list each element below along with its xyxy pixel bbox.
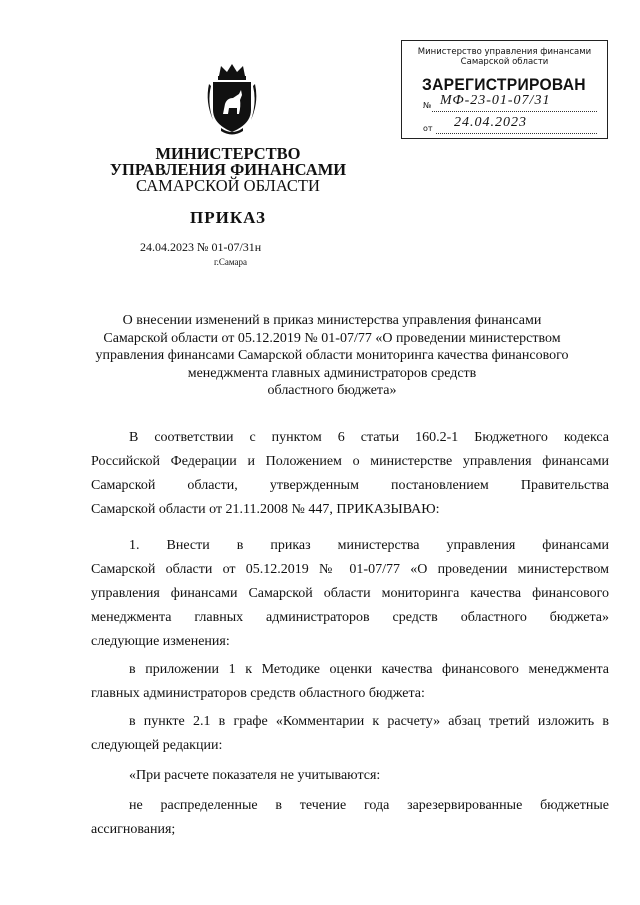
body-paragraph-1: В соответствии с пунктом 6 статьи 160.2-1 Бюджетного кодекса Российской Федерации и Положением о министерстве управления финансами Самарской области, утвержденным постановлением Правительства Самарской области от 21.11.2008 № 447, ПРИКАЗЫВАЮ: [91, 430, 609, 517]
stamp-number-line [432, 110, 597, 112]
org-name-line2: УПРАВЛЕНИЯ ФИНАНСАМИ [109, 160, 347, 179]
stamp-number-label: № [423, 101, 432, 110]
body-paragraph-2: 1. Внести в приказ министерства управления финансами Самарской области от 05.12.2019 № 01-07/77 «О проведении министерством управления финансами Самарской области мониторинга качества финансового менеджмента главных администраторов средств областного бюджета» следующие изменения: [91, 538, 609, 649]
document-subject: О внесении изменений в приказ министерства управления финансами Самарской области от 05.12.2019 № 01-07/77 «О проведении министерством управления финансами Самарской области мониторинга качества финансового менеджмента главных администраторов средств областного бюджета» [95, 313, 569, 398]
body-paragraph-5: «При расчете показателя не учитываются: [129, 768, 381, 783]
body-paragraph-6: не распределенные в течение года зарезервированные бюджетные ассигнования; [91, 798, 609, 837]
body-paragraph-3: в приложении 1 к Методике оценки качества финансового менеджмента главных администраторов средств областного бюджета: [91, 662, 609, 701]
stamp-date-line [436, 132, 597, 134]
document-date-number: 24.04.2023 № 01-07/31н [140, 240, 262, 254]
org-name-line1: МИНИСТЕРСТВО [155, 144, 301, 163]
stamp-date-label: от [423, 124, 433, 133]
document-type-title: ПРИКАЗ [190, 208, 266, 227]
org-name-line3: САМАРСКОЙ ОБЛАСТИ [136, 176, 320, 195]
stamp-date-handwritten: 24.04.2023 [454, 115, 527, 130]
samara-coat-of-arms-icon [203, 62, 261, 136]
stamp-number-handwritten: МФ-23-01-07/31 [440, 93, 551, 108]
body-paragraph-4: в пункте 2.1 в графе «Комментарии к расчету» абзац третий изложить в следующей редакции: [91, 714, 609, 753]
stamp-ministry-line: Министерство управления финансами Самарской области [417, 47, 592, 67]
stamp-status: ЗАРЕГИСТРИРОВАН [422, 75, 586, 94]
document-city: г.Самара [214, 257, 248, 267]
